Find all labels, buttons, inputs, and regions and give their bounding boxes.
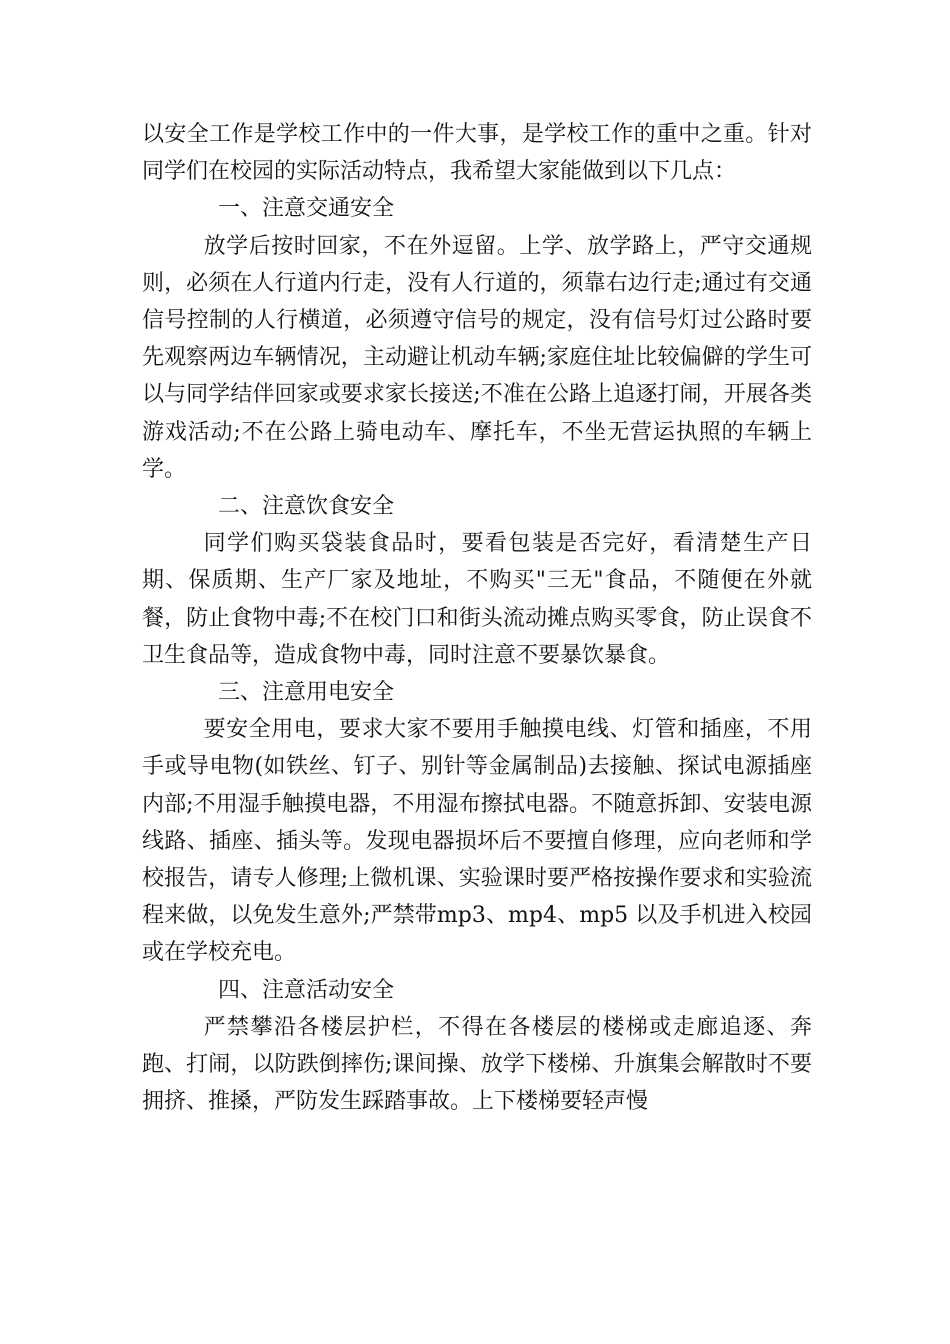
section-heading-electricity: 三、注意用电安全: [218, 680, 395, 706]
document-page: [142, 116, 812, 1120]
section-body-food: 同学们购买袋装食品时，要看包装是否完好，看清楚生产日期、保质期、生产厂家及地址，不购买"三无"食品，不随便在外就餐，防止食物中毒;不在校门口和街头流动摊点购买零食，防止误食不卫生食品等，造成食物中毒，同时注意不要暴饮暴食。: [142, 531, 812, 668]
section-body-electricity: 要安全用电，要求大家不要用手触摸电线、灯管和插座，不用手或导电物(如铁丝、钉子、别针等金属制品)去接触、探试电源插座内部;不用湿手触摸电器，不用湿布擦拭电器。不随意拆卸、安装电源线路、插座、插头等。发现电器损坏后不要擅自修理，应向老师和学校报告，请专人修理;上微机课、实验课时要严格按操作要求和实验流程来做，以免发生意外;严禁带mp3、mp4、mp5 以及手机进入校园或在学校充电。: [142, 717, 812, 966]
section-body-activity: 严禁攀沿各楼层护栏，不得在各楼层的楼梯或走廊追逐、奔跑、打闹，以防跌倒摔伤;课间操、放学下楼梯、升旗集会解散时不要拥挤、推搡，严防发生踩踏事故。上下楼梯要轻声慢: [142, 1014, 812, 1115]
section-heading-activity: 四、注意活动安全: [218, 977, 395, 1003]
section-heading-traffic: 一、注意交通安全: [218, 196, 395, 222]
section-body-traffic: 放学后按时回家，不在外逗留。上学、放学路上，严守交通规则，必须在人行道内行走，没有人行道的，须靠右边行走;通过有交通信号控制的人行横道，必须遵守信号的规定，没有信号灯过公路时要先观察两边车辆情况，主动避让机动车辆;家庭住址比较偏僻的学生可以与同学结伴回家或要求家长接送;不准在公路上追逐打闹，开展各类游戏活动;不在公路上骑电动车、摩托车，不坐无营运执照的车辆上学。: [142, 233, 812, 482]
intro-paragraph: 以安全工作是学校工作中的一件大事，是学校工作的重中之重。针对同学们在校园的实际活动特点，我希望大家能做到以下几点：: [142, 122, 812, 185]
section-heading-food: 二、注意饮食安全: [218, 494, 395, 520]
